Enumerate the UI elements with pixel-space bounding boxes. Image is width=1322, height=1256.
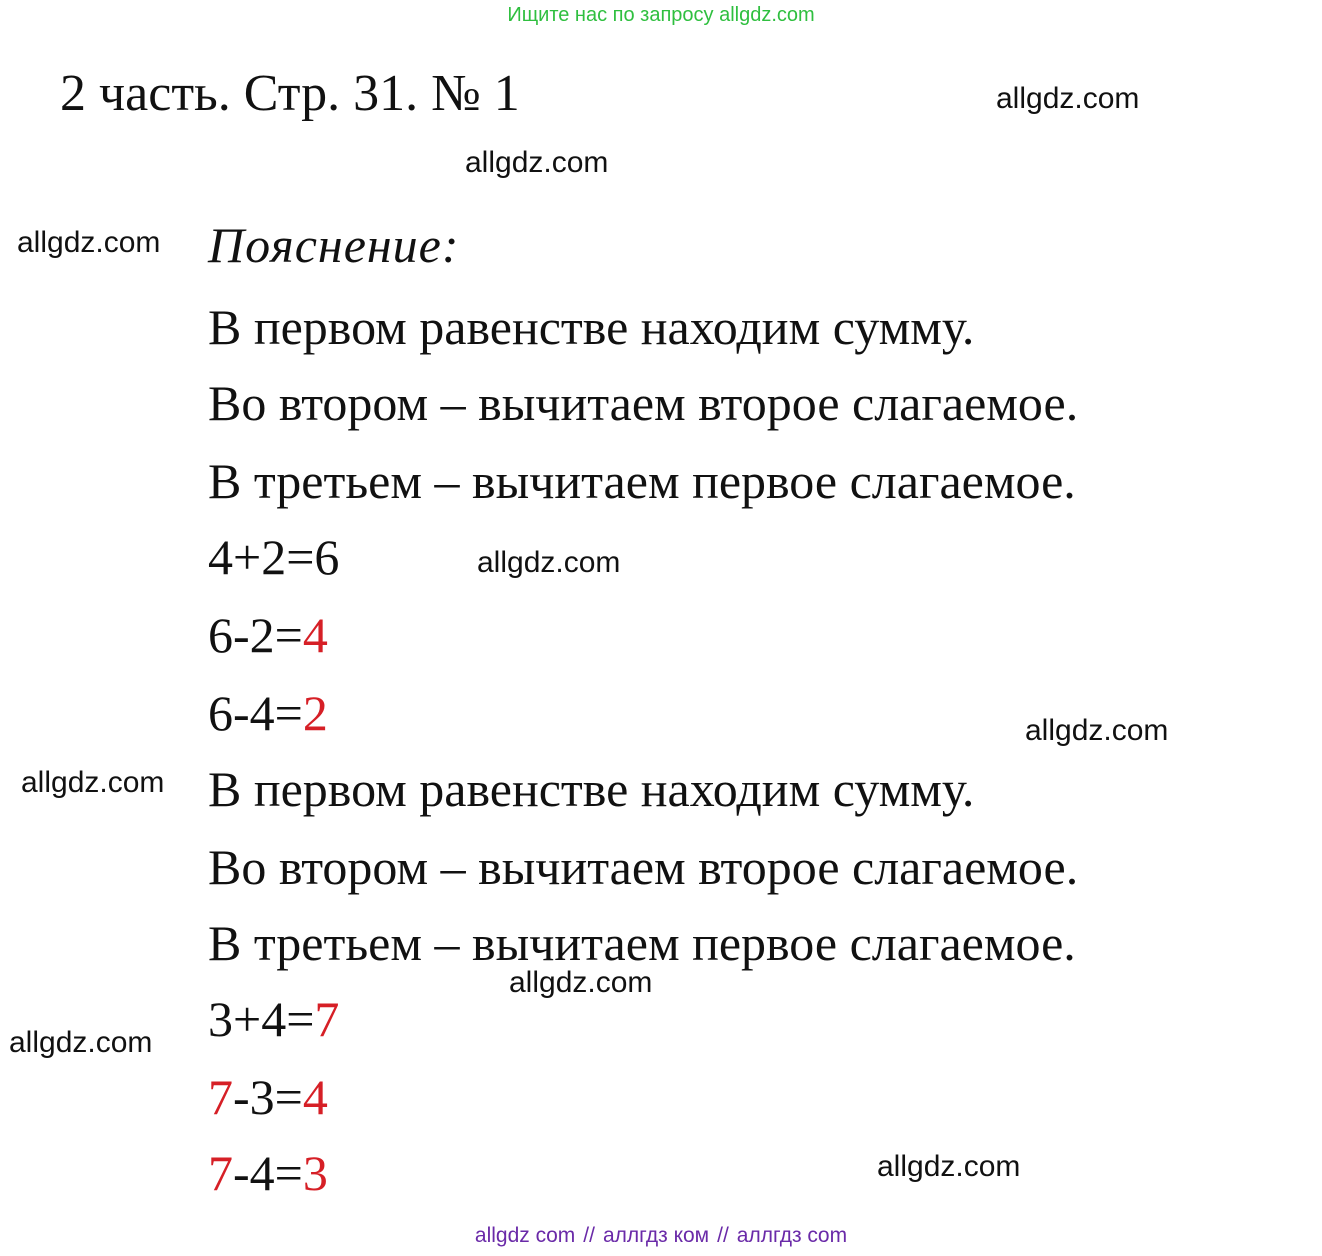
bottom-banner-separator: // — [717, 1224, 729, 1247]
bottom-banner-part[interactable]: аллгдз com — [736, 1224, 848, 1247]
equation-operand: 3 — [208, 991, 233, 1047]
top-banner[interactable]: Ищите нас по запросу allgdz.com — [507, 4, 815, 26]
explanation-1-line-1: В первом равенстве находим сумму. — [208, 299, 975, 355]
explanation-2-line-2: Во втором – вычитаем второе слагаемое. — [208, 839, 1079, 895]
page-title: 2 часть. Стр. 31. № 1 — [60, 65, 520, 122]
bottom-banner-part[interactable]: аллгдз ком — [602, 1224, 710, 1247]
equation-operand: 6 — [208, 685, 233, 741]
equation-2-1 — [208, 990, 339, 1048]
watermark: allgdz.com — [877, 1150, 1021, 1183]
watermark: allgdz.com — [9, 1026, 153, 1059]
equation-1-2 — [208, 606, 328, 664]
equation-operator: -4= — [233, 685, 303, 741]
watermark: allgdz.com — [17, 226, 161, 259]
watermark: allgdz.com — [21, 766, 165, 799]
equation-2-3 — [208, 1144, 328, 1202]
equation-operand: 4 — [208, 529, 233, 585]
equation-answer: 2 — [302, 685, 328, 741]
equation-operator: -2= — [233, 607, 303, 663]
bottom-banner[interactable] — [0, 1224, 1322, 1248]
watermark: allgdz.com — [1025, 714, 1169, 747]
explanation-1-line-2: Во втором – вычитаем второе слагаемое. — [208, 375, 1079, 431]
watermark: allgdz.com — [465, 146, 609, 179]
equation-1-3 — [208, 684, 328, 742]
explanation-2-line-3: В третьем – вычитаем первое слагаемое. — [208, 915, 1076, 971]
equation-answer: 4 — [302, 1069, 328, 1125]
equation-1-1 — [208, 528, 339, 586]
watermark: allgdz.com — [477, 546, 621, 579]
equation-answer: 7 — [314, 991, 340, 1047]
equation-2-2 — [208, 1068, 328, 1126]
equation-result: 6 — [314, 529, 340, 585]
explanation-1-line-3: В третьем – вычитаем первое слагаемое. — [208, 453, 1076, 509]
watermark: allgdz.com — [509, 966, 653, 999]
equation-answer: 4 — [302, 607, 328, 663]
equation-operator: -4= — [233, 1145, 303, 1201]
bottom-banner-part[interactable]: allgdz com — [474, 1224, 576, 1247]
equation-answer: 7 — [208, 1069, 233, 1125]
equation-answer: 7 — [208, 1145, 233, 1201]
watermark: allgdz.com — [996, 82, 1140, 115]
equation-operator: +2= — [233, 529, 315, 585]
equation-answer: 3 — [302, 1145, 328, 1201]
equation-operator: +4= — [233, 991, 315, 1047]
equation-operand: 6 — [208, 607, 233, 663]
explanation-2-line-1: В первом равенстве находим сумму. — [208, 761, 975, 817]
equation-operator: -3= — [233, 1069, 303, 1125]
explanation-heading: Пояснение: — [208, 217, 460, 273]
bottom-banner-separator: // — [583, 1224, 595, 1247]
